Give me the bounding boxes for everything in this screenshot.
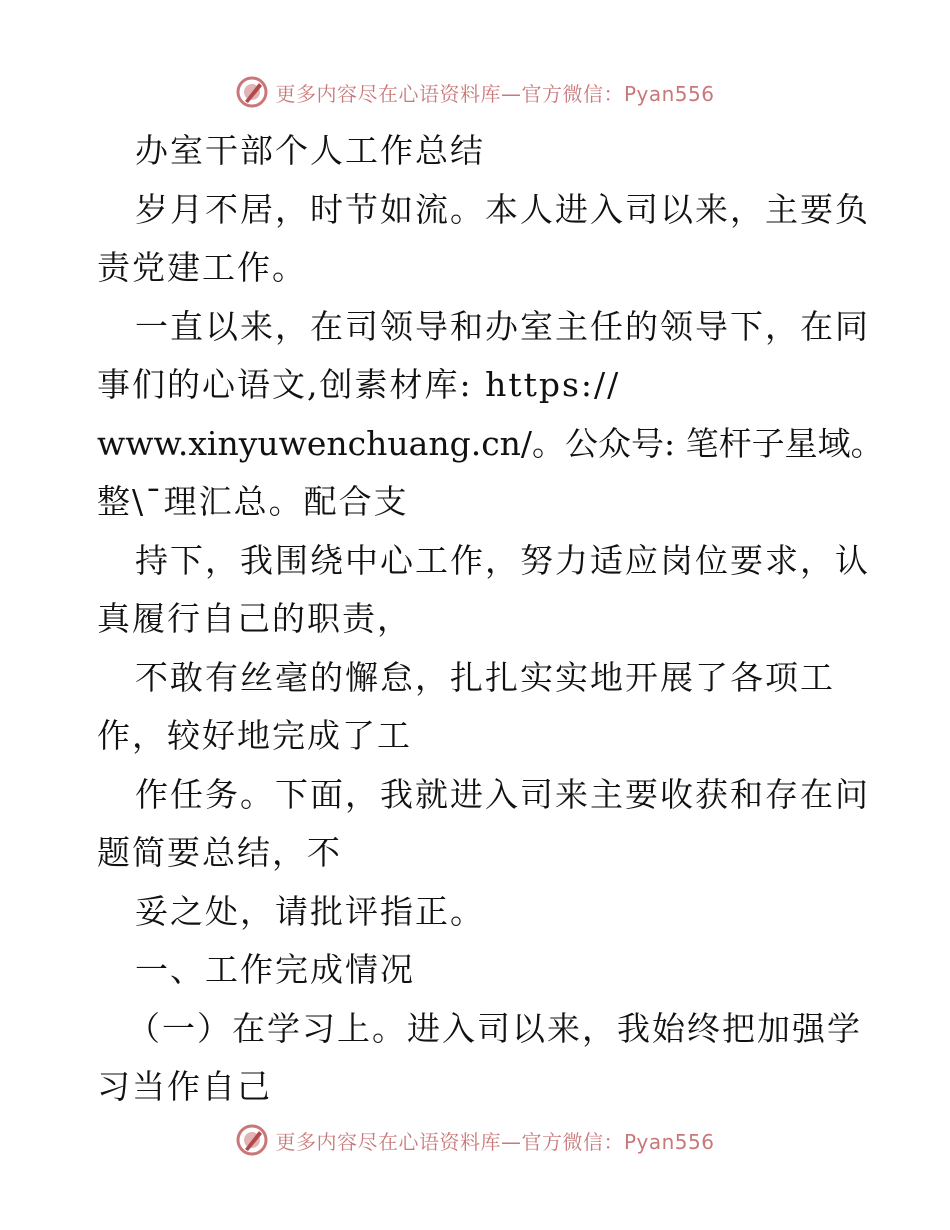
paragraph-line: 事们的心语文,创素材库: https:// — [97, 365, 621, 404]
quill-seal-icon — [235, 1123, 269, 1157]
paragraph-line: www.xinyuwenchuang.cn/。公众号: 笔杆子星域。 — [97, 423, 884, 463]
paragraph-line: 责党建工作。 — [97, 248, 307, 287]
footer-watermark-text: 更多内容尽在心语资料库—官方微信：Pyan556 — [275, 1129, 715, 1154]
paragraph-line: 真履行自己的职责， — [97, 599, 412, 638]
paragraph-line: 不敢有丝毫的懈怠，扎扎实实地开展了各项工 — [135, 657, 835, 697]
paragraph-line: 作，较好地完成了工 — [97, 716, 412, 755]
paragraph-line: 岁月不居，时节如流。本人进入司以来，主要负 — [135, 189, 870, 229]
paragraph-line: 整\¯理汇总。配合支 — [97, 482, 409, 521]
paragraph-line: 题简要总结，不 — [97, 833, 342, 872]
paragraph-line: 习当作自己 — [97, 1067, 272, 1106]
header-watermark-text: 更多内容尽在心语资料库—官方微信：Pyan556 — [275, 81, 715, 106]
document-body — [97, 122, 884, 1117]
paragraph-line: 一直以来，在司领导和办室主任的领导下，在同 — [135, 306, 870, 346]
header-watermark — [0, 72, 950, 112]
footer-watermark — [0, 1120, 950, 1160]
paragraph-line: 持下，我围绕中心工作，努力适应岗位要求，认 — [135, 540, 870, 580]
document-title: 办室干部个人工作总结 — [135, 131, 485, 170]
paragraph-line: （一）在学习上。进入司以来，我始终把加强学 — [127, 1008, 862, 1048]
section-heading: 一、工作完成情况 — [135, 950, 415, 989]
paragraph-line: 作任务。下面，我就进入司来主要收获和存在问 — [135, 774, 870, 814]
quill-seal-icon — [235, 75, 269, 109]
paragraph-line: 妥之处，请批评指正。 — [135, 891, 485, 931]
